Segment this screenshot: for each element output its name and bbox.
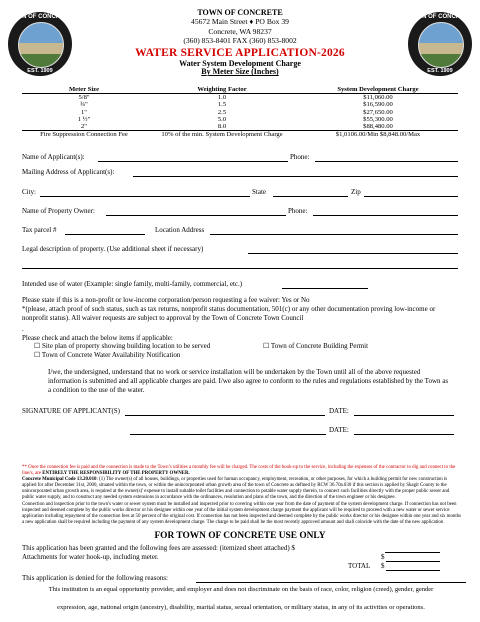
total-field[interactable] (386, 570, 440, 571)
note-2-code: Concrete Municipal Code 13.20.010 (22, 477, 97, 483)
checkbox-water-availability[interactable] (34, 351, 180, 359)
seal-top-text: TOWN OF CONCRETE (408, 14, 472, 20)
acknowledgement: I/we, the undersigned, understand that no work or service installation will be undertaken by the Town until all of the above requested information is submitted and all applicable charges are paid. I/we also agree to conform to the rules and regulations established by the Town as a condition to the use of the water. (48, 368, 449, 394)
legal-description-field[interactable] (248, 253, 458, 254)
cell: 5/8" (78, 94, 90, 102)
cell: 1.5 (217, 101, 227, 109)
note-1-emphasis: ENTIRELY THE RESPONSIBILITY OF THE PROPERTY OWNER. (42, 471, 190, 477)
fees-granted-label: This application has been granted and the following fees are assessed: (itemized sheet attached) $ (22, 544, 295, 552)
address-line-1: 45672 Main Street ♦ PO Box 39 (191, 17, 289, 27)
fees-granted-field[interactable] (385, 552, 440, 553)
nondiscrimination-line-2: expression, age, national origin (ancestry), disability, marital status, sexual orientation, or military status, in any of its activities or operations. (57, 604, 425, 611)
cell: $11,060.00 (363, 94, 393, 102)
checkbox-building-permit[interactable] (263, 342, 368, 350)
phone-label: Phone: (290, 153, 310, 161)
note-2 (22, 477, 462, 501)
cell: 1 ½" (77, 115, 91, 123)
note-1 (22, 465, 462, 477)
applicant-name-label: Name of Applicant(s): (22, 153, 85, 161)
cell: $27,650.00 (363, 108, 393, 116)
document-subtitle-2: By Meter Size (Inches) (201, 67, 279, 77)
property-owner-field[interactable] (106, 215, 286, 216)
seal-bottom-text: EST. 1909 (427, 68, 453, 74)
document-header (0, 8, 480, 76)
legal-description-label: Legal description of property. (Use additional sheet if necessary) (22, 245, 204, 253)
intended-use-label: Intended use of water (Example: single family, multi-family, commercial, etc.) (22, 280, 243, 288)
cell: 1.0 (217, 94, 227, 102)
total-label: TOTAL (348, 562, 371, 570)
attachments-field[interactable] (386, 561, 440, 562)
tax-parcel-field[interactable] (65, 234, 145, 235)
phone-fax: (360) 853-8401 FAX (360) 853-8002 (183, 36, 297, 46)
signature-field-2[interactable] (130, 434, 326, 435)
city-label: City: (22, 188, 37, 196)
owner-phone-label: Phone: (288, 207, 308, 215)
fine-print-notes (22, 465, 462, 526)
document-title: WATER SERVICE APPLICATION-2026 (135, 46, 345, 59)
table-row (22, 116, 458, 123)
note-3: Connection and inspection prior to the town's water or sewer system must be installed and inspected prior to covering within one year from the date of payment of the system development charge. If connection has not been inspected and deemed complete by the public works director or his designee within one year of the initial system development charge payment the applicant will be required to proceed with a new water or sewer service application including repayment of the connection fees at 50 percent of the original cost. If connection has not been inspected and deemed complete by the public works director or his designee within one year and six months a new application shall be required including the payment of any system development charge. The charge to be paid shall be the most recently approved amount and shall coincide with the date of the new application (22, 501, 462, 525)
note-2-text: : (1) The owner(s) of all houses, buildings, or properties used for human occupancy, employment, recreation, or other purposes, for which a building permit for new construction is applied for after December 31st, 2000, situated within the town, or within the unincorporated urban growth area of the town of Concrete as defined by RCW 36.70a.030 if this section is applied by Skagit County to the unincorporated urban growth area, is required at the owner(s)' expense to install suitable toilet facilities and connection to potable water supply therein, to connect such facilities directly with the proper public sewer and public water supply, and to construct any needed system extensions in accordance with the ordinances, resolution and plans of the town, and the direction of the town engineer or his designee. (22, 477, 450, 501)
checkbox-water-availability-label: Town of Concrete Water Availability Notification (41, 351, 181, 359)
intended-use-field[interactable] (282, 288, 368, 289)
col-charge: System Development Charge (298, 86, 458, 94)
list-bullet: . (22, 325, 24, 333)
cell: $16,590.00 (363, 101, 393, 109)
property-owner-label: Name of Property Owner: (22, 207, 95, 215)
cell: 10% of the min. System Development Charge (146, 131, 298, 139)
nonprofit-question: Please state if this is a non-profit or low-income corporation/person requesting a fee waiver: Yes or No (22, 296, 310, 304)
table-row (22, 101, 458, 108)
attachments-dollar: $ (381, 553, 385, 561)
table-row (22, 123, 458, 131)
table-row (22, 109, 458, 116)
seal-top-text: TOWN OF CONCRETE (8, 14, 72, 20)
rates-header-row (22, 86, 458, 94)
cell: $88,480.00 (363, 123, 393, 131)
rates-table (22, 86, 458, 138)
office-use-heading: FOR TOWN OF CONCRETE USE ONLY (154, 531, 326, 541)
state-label: State (252, 188, 266, 196)
col-weighting-factor: Weighting Factor (146, 86, 298, 94)
denied-reasons-field[interactable] (196, 582, 466, 583)
cell: Fire Suppression Connection Fee (22, 131, 146, 139)
town-name: TOWN OF CONCRETE (197, 8, 283, 17)
state-field[interactable] (273, 196, 348, 197)
nondiscrimination-line-1: This institution is an equal opportunity provider, and employer and does not discriminate on the basis of race, color, religion (creed), gender, gender (48, 586, 434, 593)
address-line-2: Concrete, WA 98237 (208, 26, 272, 36)
seal-bottom-text: EST. 1909 (27, 68, 53, 74)
owner-phone-field[interactable] (313, 215, 458, 216)
cell: 5.0 (217, 115, 227, 123)
applicant-name-field[interactable] (98, 161, 288, 162)
tax-parcel-label: Tax parcel # (22, 226, 57, 234)
checkbox-icon[interactable]: ☐ (263, 342, 270, 350)
nonprofit-note: *(please, attach proof of such status, such as tax returns, nonprofit status documentation, 501(c) or any other documentation proving low-income or nonprofit status). All waiver requests are subject to approval by the Town of Concrete Town Council (22, 305, 436, 322)
date-field-2[interactable] (354, 434, 454, 435)
cell: 8.0 (217, 123, 227, 131)
cell: 2.5 (217, 108, 227, 116)
city-field[interactable] (40, 196, 250, 197)
checkbox-icon[interactable]: ☐ (34, 342, 41, 350)
denied-label: This application is denied for the following reasons: (22, 574, 168, 582)
signature-field[interactable] (125, 415, 325, 416)
cell: $55,300.00 (363, 115, 393, 123)
check-intro: Please check and attach the below items if applicable: (22, 334, 173, 342)
location-address-label: Location Address (155, 226, 205, 234)
checkbox-site-plan-label: Site plan of property showing building location to be served (42, 342, 211, 350)
location-address-field[interactable] (210, 234, 458, 235)
cell: 2" (81, 123, 87, 131)
cell: ¾" (80, 101, 88, 109)
checkbox-icon[interactable]: ☐ (34, 351, 41, 359)
date-label-2: DATE: (329, 426, 349, 434)
checkbox-site-plan[interactable] (34, 342, 210, 350)
total-dollar: $ (381, 562, 385, 570)
signature-label: SIGNATURE OF APPLICANT(S) (22, 407, 121, 415)
mailing-address-label: Mailing Address of Applicant(s): (22, 168, 115, 176)
col-meter-size: Meter Size (22, 86, 146, 94)
mailing-address-field[interactable] (133, 176, 458, 177)
checkbox-building-permit-label: Town of Concrete Building Permit (270, 342, 369, 350)
cell: $1,0106.00/Min $8,848.00/Max (298, 131, 458, 139)
date-field[interactable] (354, 415, 454, 416)
table-row (22, 94, 458, 102)
legal-description-field-2[interactable] (22, 268, 458, 269)
cell: 1" (81, 108, 87, 116)
table-row (22, 131, 458, 139)
note-1-text: ** Once the connection fee is paid and the connection is made to the Town’s utilities a monthly fee will be charged. The costs of the hook-up to the service, including the expenses of the contractor to dig and connect to the line/s, are (22, 465, 456, 477)
zip-label: Zip (351, 188, 361, 196)
document-subtitle: Water System Development Charge (179, 58, 301, 68)
zip-field[interactable] (364, 196, 458, 197)
date-label: DATE: (329, 407, 349, 415)
phone-field[interactable] (315, 161, 458, 162)
attachments-label: Attachments for water hook-up, including meter. (22, 553, 159, 561)
